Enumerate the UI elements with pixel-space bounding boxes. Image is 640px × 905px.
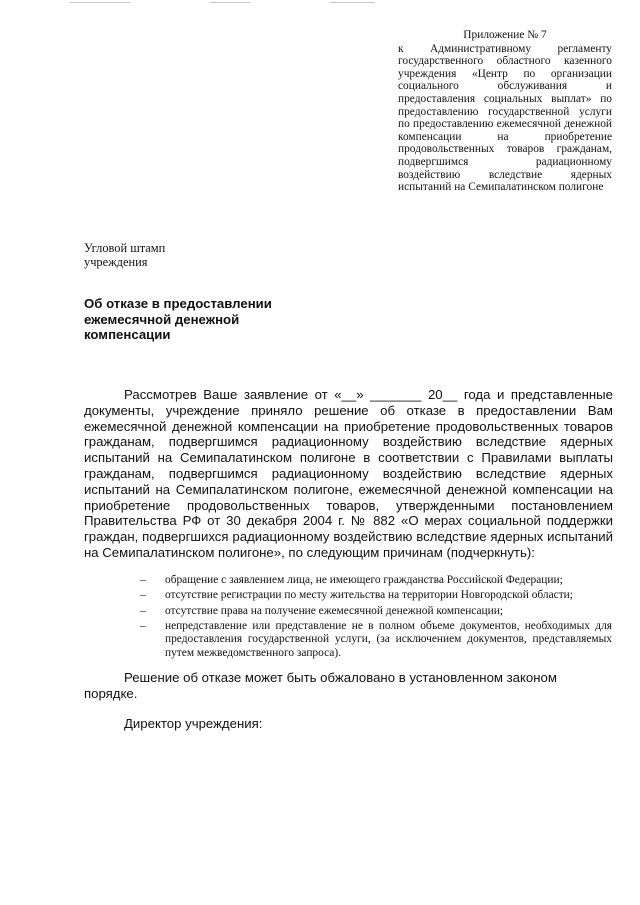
appendix-text: к Административному регламенту государственного областного казенного учреждения «Центр по организации социального обслуживания и предоставления социальных выплат» по предоставлению государственной услуги по предоставлению ежемесячной денежной компенсации на приобретение продовольственных товаров гражданам, подвергшимся радиационному воздействию вследствие ядерных испытаний на Семипалатинском полигоне — [398, 42, 612, 194]
dash-bullet: – — [140, 604, 146, 617]
body-paragraph-text: Рассмотрев Ваше заявление от «__» _______ 20__ года и представленные документы, учреждение приняло решение об отказе в предоставлении Вам ежемесячной денежной компенсации на приобретение продовольственных товаров гражданам, подвергшимся радиационному воздействию вследствие ядерных испытаний на Семипалатинском полигоне в соответствии с Правилами выплаты гражданам, подвергшимся радиационному воздействию вследствие ядерных испытаний на Семипалатинском полигоне, ежемесячной денежной компенсации на приобретение продовольственных товаров, утвержденными постановлением Правительства РФ от 30 декабря 2004 г. № 882 «О мерах социальной поддержки граждан, подвергшихся радиационному воздействию вследствие ядерных испытаний на Семипалатинском полигоне», по следующим причинам (подчеркнуть): — [84, 387, 613, 560]
reason-item — [140, 605, 612, 618]
director-signature-line: Директор учреждения: — [124, 716, 263, 731]
scan-artifact — [330, 2, 375, 3]
reasons-list — [140, 574, 612, 662]
reason-text: отсутствие регистрации по месту жительства на территории Новгородской области; — [165, 589, 573, 602]
stamp-line-2: учреждения — [84, 255, 148, 269]
reason-item — [140, 574, 612, 587]
reason-text: непредставление или представление не в полном объеме документов, необходимых для предоставления государственной услуги, (за исключением документов, представляемых путем межведомственного запроса). — [165, 620, 612, 659]
dash-bullet: – — [140, 574, 146, 586]
reason-item — [140, 620, 612, 660]
reason-text: отсутствие права на получение ежемесячной денежной компенсации; — [165, 604, 504, 617]
body-paragraph — [84, 387, 613, 561]
scan-artifact — [70, 2, 130, 3]
appeal-text: Решение об отказе может быть обжаловано в установленном законом порядке. — [84, 670, 557, 701]
corner-stamp-placeholder — [84, 241, 165, 269]
scan-artifact — [210, 2, 250, 3]
appendix-title: Приложение № 7 — [463, 29, 547, 41]
dash-bullet: – — [140, 589, 146, 602]
dash-bullet: – — [140, 620, 146, 633]
reason-text: обращение с заявлением лица, не имеющего гражданства Российской Федерации; — [165, 574, 563, 586]
appendix-header — [398, 29, 612, 194]
stamp-line-1: Угловой штамп — [84, 241, 166, 255]
document-title: Об отказе в предоставлении ежемесячной денежной компенсации — [84, 296, 272, 342]
appeal-paragraph — [84, 670, 613, 702]
reason-item — [140, 589, 612, 602]
